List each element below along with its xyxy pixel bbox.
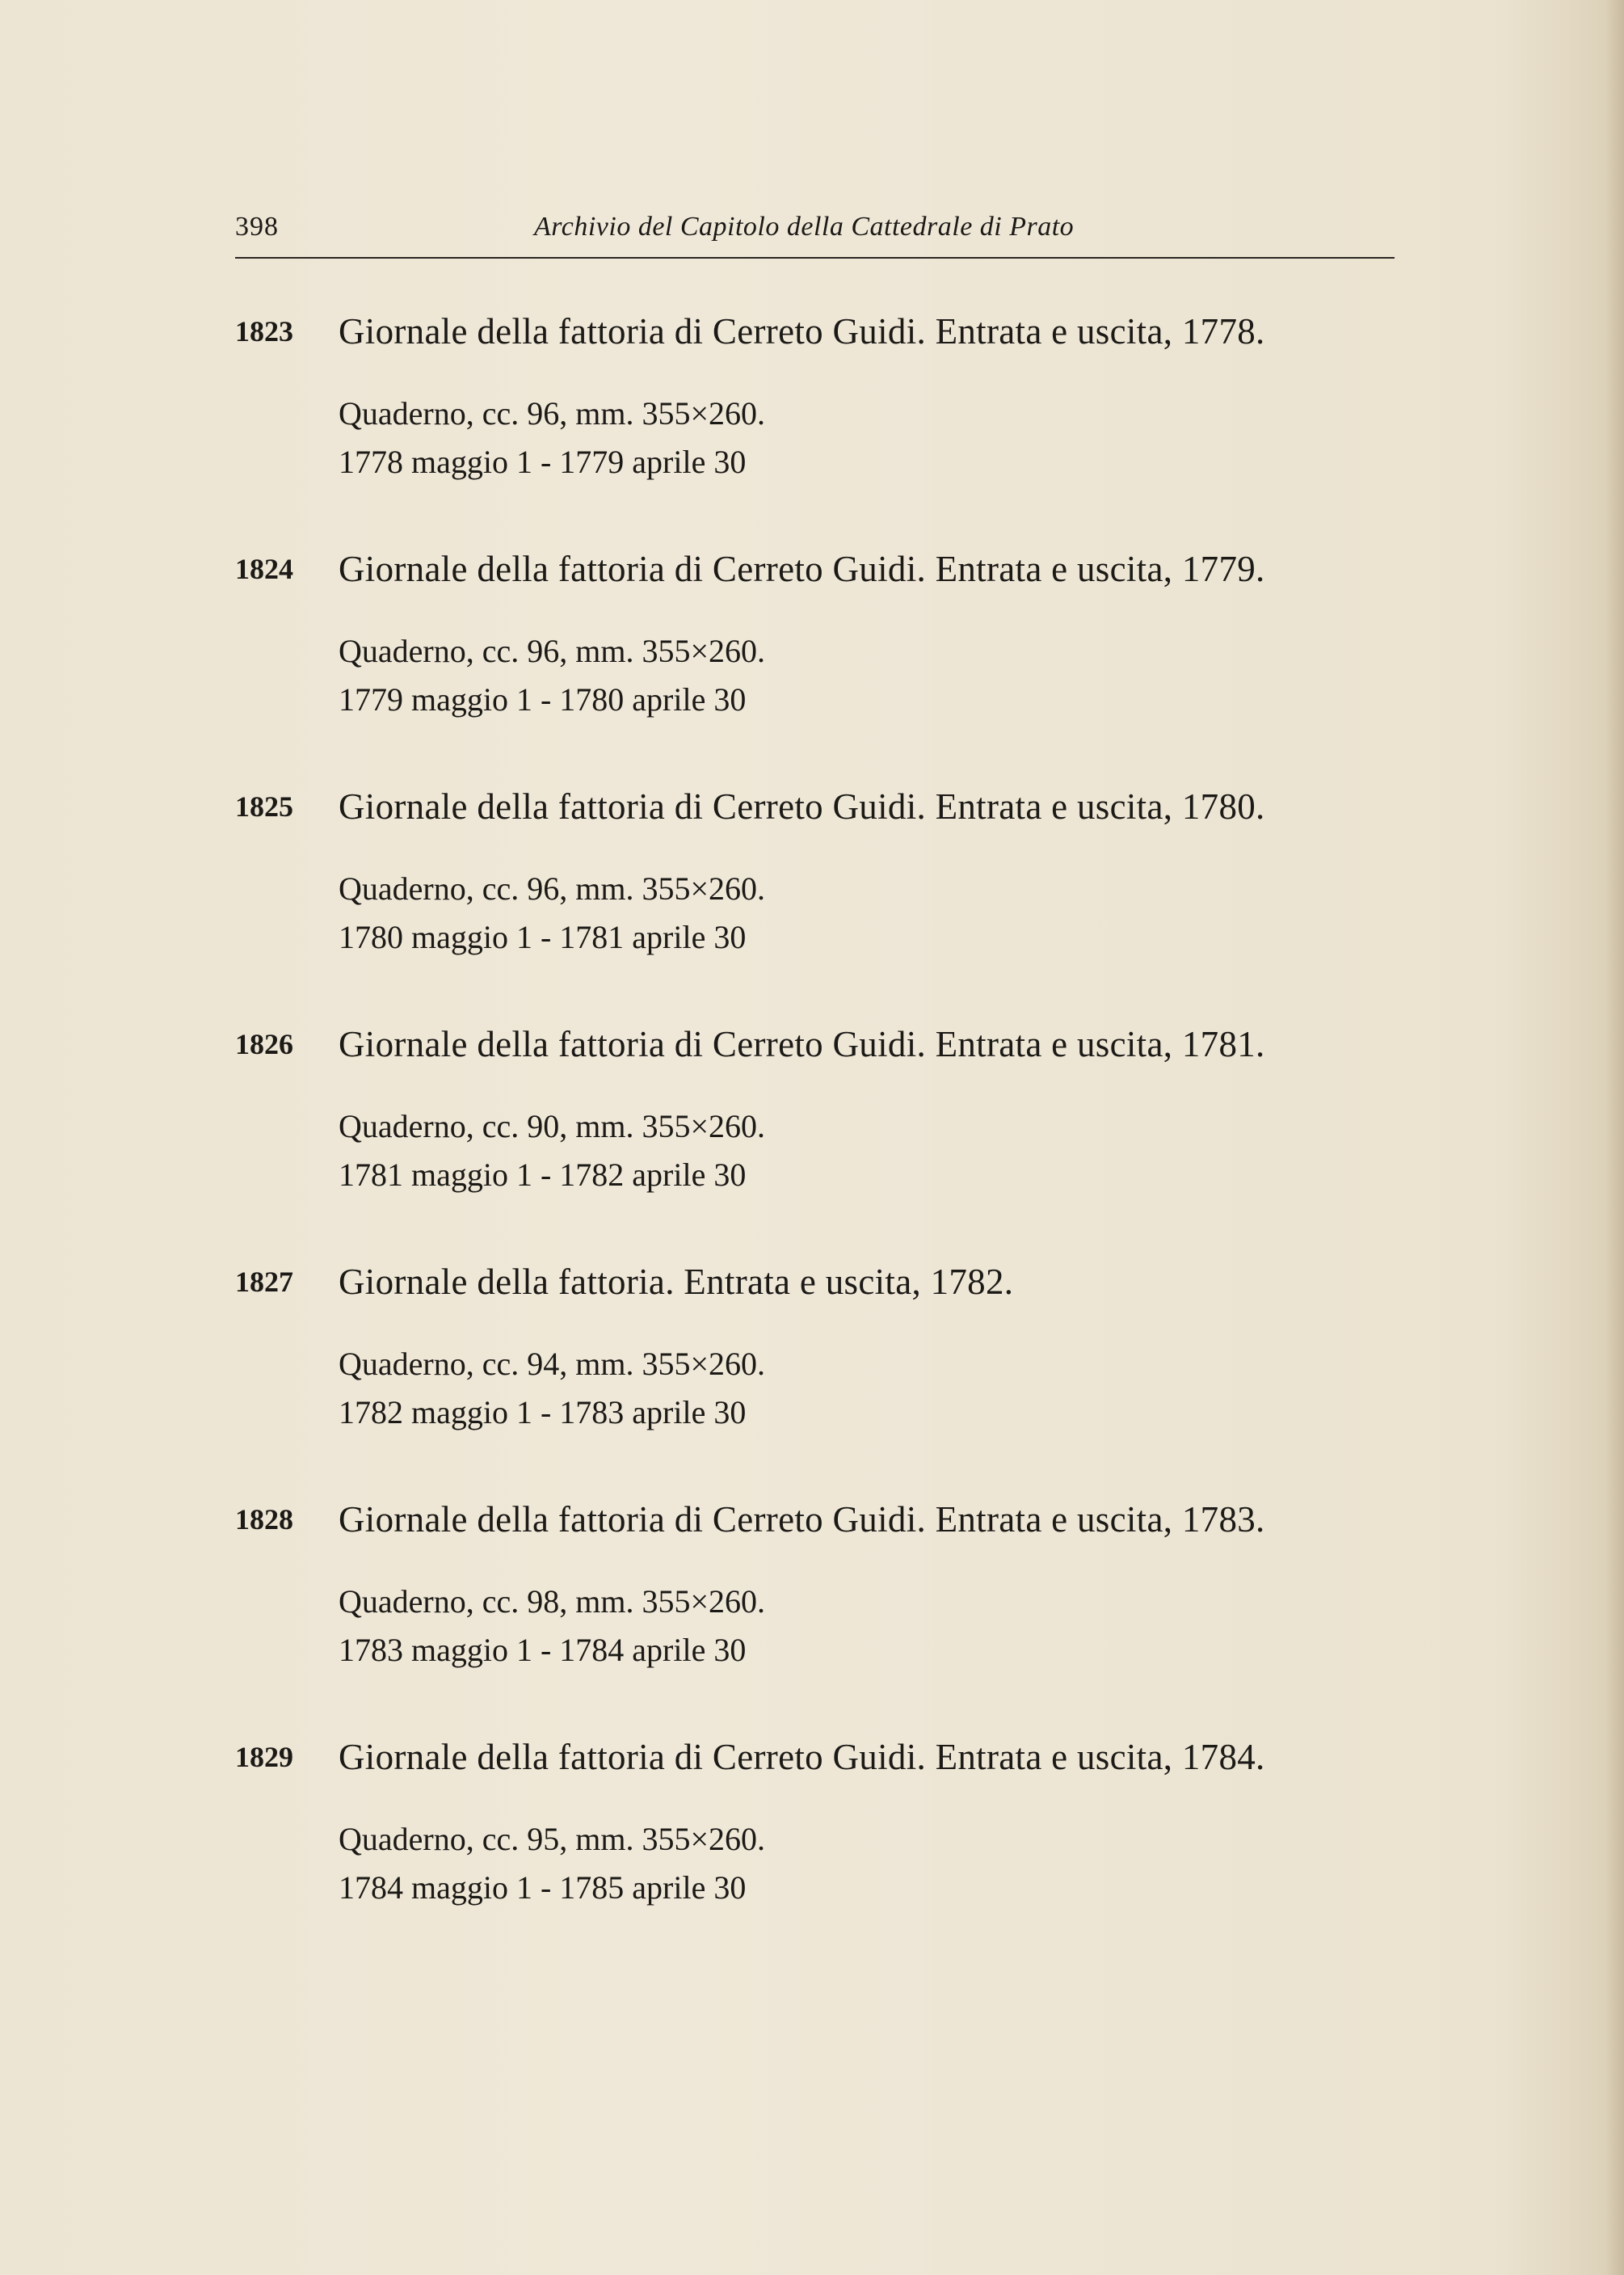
entry-title: Giornale della fattoria di Cerreto Guidi. Entrata e uscita, 1783.	[339, 1499, 1265, 1540]
entry-title: Giornale della fattoria di Cerreto Guidi. Entrata e uscita, 1778.	[339, 311, 1265, 352]
entry-title: Giornale della fattoria. Entrata e uscita, 1782.	[339, 1262, 1014, 1302]
entry-description: Quaderno, cc. 90, mm. 355×260.	[339, 1108, 766, 1144]
entry-number: 1825	[235, 790, 293, 823]
entry-title: Giornale della fattoria di Cerreto Guidi. Entrata e uscita, 1779.	[339, 549, 1265, 589]
entry-number: 1828	[235, 1503, 293, 1536]
entry-dates: 1781 maggio 1 - 1782 aprile 30	[339, 1156, 747, 1193]
entry-dates: 1782 maggio 1 - 1783 aprile 30	[339, 1394, 747, 1430]
entry-title: Giornale della fattoria di Cerreto Guidi. Entrata e uscita, 1780.	[339, 786, 1265, 827]
entry-dates: 1784 maggio 1 - 1785 aprile 30	[339, 1869, 747, 1906]
entry-title: Giornale della fattoria di Cerreto Guidi. Entrata e uscita, 1784.	[339, 1737, 1265, 1777]
page-edge-shadow	[1606, 0, 1624, 2275]
entry-number: 1823	[235, 315, 293, 348]
entry-description: Quaderno, cc. 95, mm. 355×260.	[339, 1821, 766, 1857]
entry-description: Quaderno, cc. 94, mm. 355×260.	[339, 1346, 766, 1382]
catalog-entry	[235, 307, 1399, 545]
entry-dates: 1780 maggio 1 - 1781 aprile 30	[339, 919, 747, 955]
entry-dates: 1783 maggio 1 - 1784 aprile 30	[339, 1632, 747, 1668]
page-number: 398	[235, 212, 279, 242]
entry-number: 1826	[235, 1028, 293, 1060]
catalog-entry	[235, 545, 1399, 782]
entry-dates: 1779 maggio 1 - 1780 aprile 30	[339, 681, 747, 718]
entry-number: 1824	[235, 553, 293, 585]
catalog-entry	[235, 1733, 1399, 1970]
entry-title: Giornale della fattoria di Cerreto Guidi. Entrata e uscita, 1781.	[339, 1024, 1265, 1064]
catalog-entry	[235, 782, 1399, 1020]
catalog-entries	[235, 307, 1399, 1970]
entry-description: Quaderno, cc. 98, mm. 355×260.	[339, 1583, 766, 1620]
catalog-entry	[235, 1020, 1399, 1258]
entry-dates: 1778 maggio 1 - 1779 aprile 30	[339, 444, 747, 480]
running-title: Archivio del Capitolo della Cattedrale di Prato	[534, 212, 1075, 242]
entry-description: Quaderno, cc. 96, mm. 355×260.	[339, 633, 766, 669]
catalog-entry	[235, 1258, 1399, 1495]
entry-description: Quaderno, cc. 96, mm. 355×260.	[339, 870, 766, 907]
entry-number: 1829	[235, 1741, 293, 1773]
running-header	[235, 212, 1395, 259]
entry-number: 1827	[235, 1266, 293, 1298]
entry-description: Quaderno, cc. 96, mm. 355×260.	[339, 395, 766, 432]
catalog-entry	[235, 1495, 1399, 1733]
